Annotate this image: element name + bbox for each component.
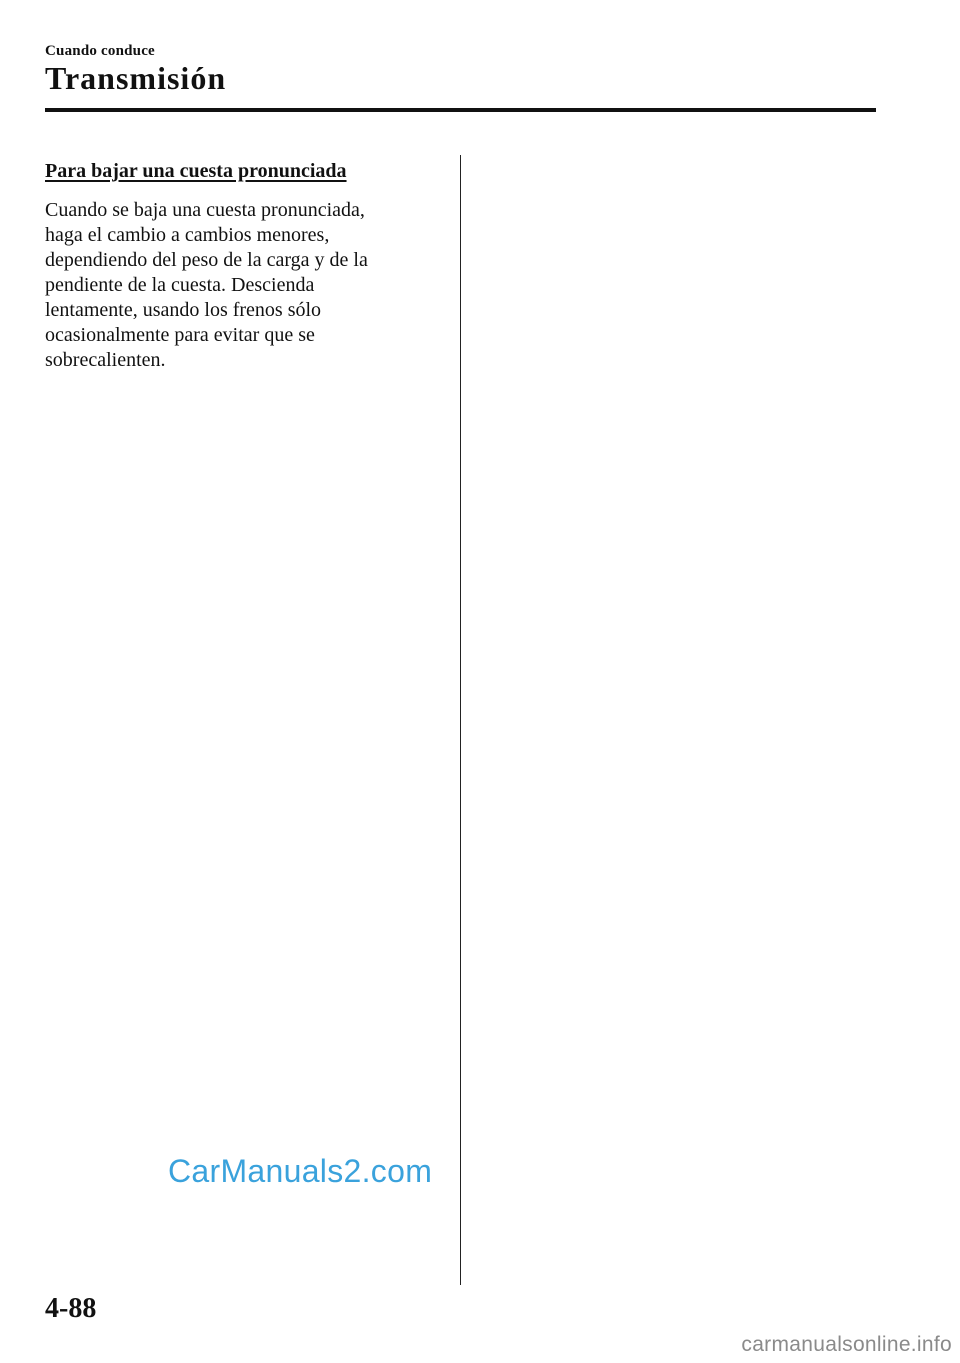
watermark-logo: CarManuals2.com — [168, 1153, 433, 1189]
left-column — [45, 157, 445, 373]
column-divider — [460, 155, 461, 1285]
subheading: Para bajar una cuesta pronunciada — [45, 160, 347, 182]
section-label: Cuando conduce — [45, 43, 155, 59]
header-rule — [45, 108, 876, 112]
footer-site-watermark: carmanualsonline.info — [741, 1333, 952, 1356]
body-paragraph: Cuando se baja una cuesta pronunciada, haga el cambio a cambios menores, dependiendo del peso de la carga y de la pendiente de la cuesta. Descienda lentamente, usando los frenos sólo ocasionalmente para evitar que se sobrecalienten. — [45, 199, 368, 371]
page-number: 4-88 — [45, 1293, 97, 1324]
chapter-title: Transmisión — [45, 60, 227, 96]
